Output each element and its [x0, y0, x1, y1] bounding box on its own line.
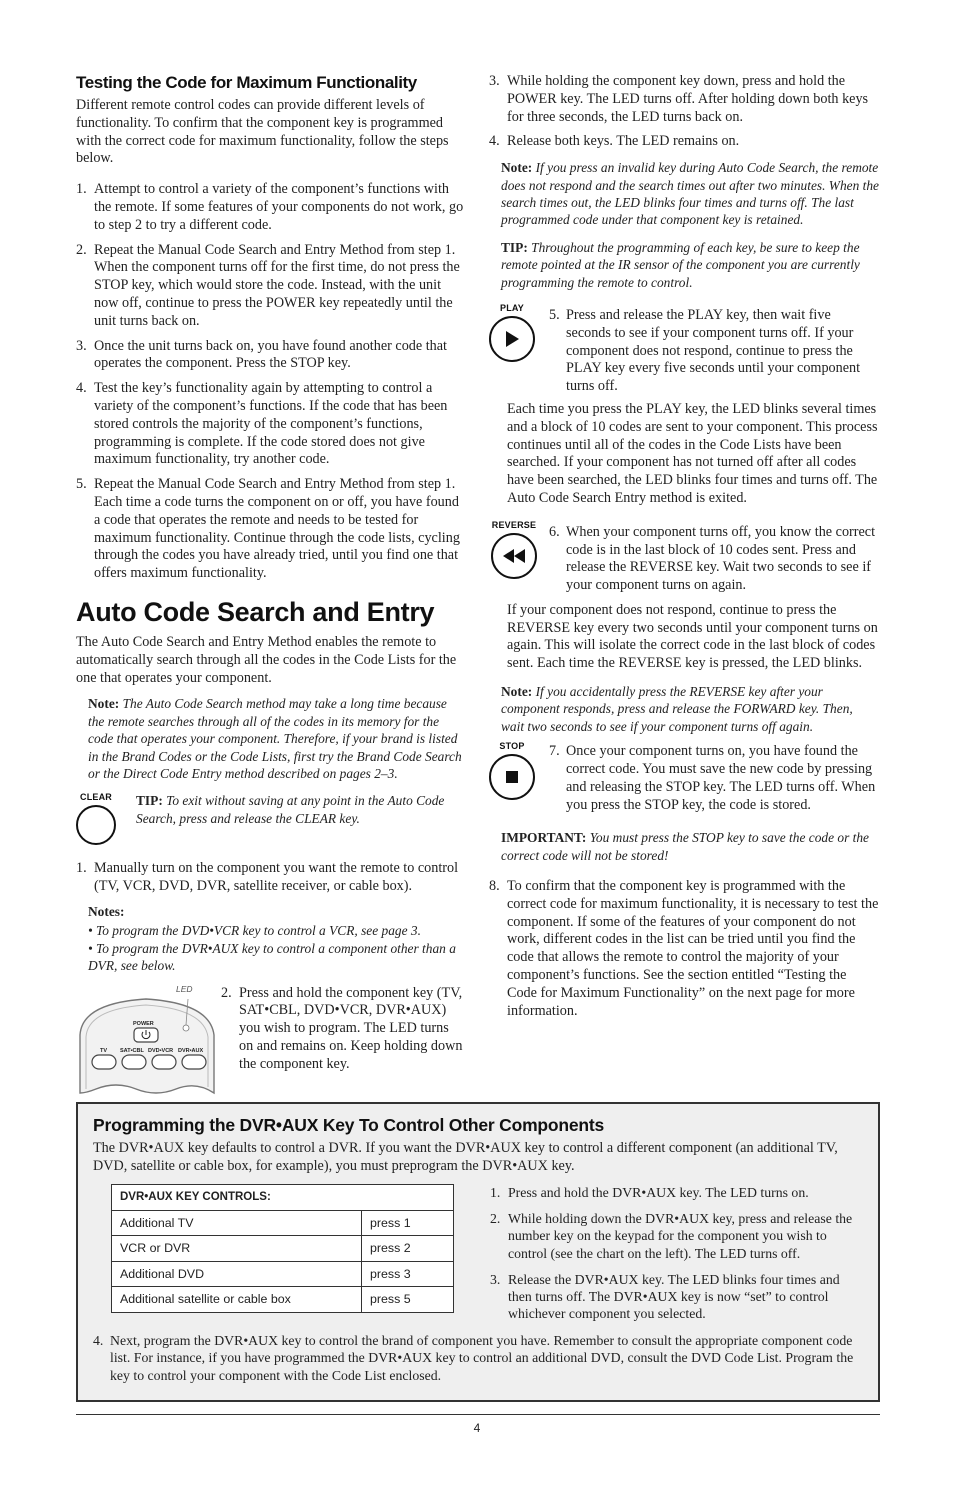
power-label: POWER: [133, 1020, 154, 1027]
box-heading: Programming the DVR•AUX Key To Control Other Components: [93, 1115, 605, 1135]
list-item: 1. Manually turn on the component you want the remote to control (TV, VCR, DVD, DVR, satellite receiver, or cable box).: [76, 860, 459, 895]
testing-heading: Testing the Code for Maximum Functionality: [76, 73, 417, 92]
list-item: 3. Release the DVR•AUX key. The LED blinks four times and then turns off. The DVR•AUX key is now “set” to control whichever component you selected.: [490, 1271, 840, 1322]
auto-step-1: [76, 860, 466, 896]
list-item: 5. Repeat the Manual Code Search and Entry Method from step 1. Each time a code turns the component on or off, you have found a code that operates the remote and needs to be tested for maximum functionality. Continue through the code lists, cycling through the codes you have already tried, until you find one that offers maximum functionality.: [76, 476, 460, 582]
remote-drawing: [76, 985, 218, 1095]
dvr-aux-controls-table: [111, 1184, 454, 1313]
tip-clear-block: [76, 792, 466, 852]
page-number: 4: [473, 1421, 481, 1435]
auto-step-8: [489, 878, 879, 1020]
step-6-block: [489, 519, 879, 596]
stop-key-icon: STOP: [489, 741, 535, 800]
remote-illustration: [76, 985, 218, 1095]
list-item: 4. Test the key’s functionality again by attempting to control a variety of the component’s functions. If the code that has been stored controls the majority of the component’s functions, programming is complete. If the code stored does not give maximum functionality, try another code.: [76, 380, 448, 468]
right-column: [489, 73, 879, 1027]
step-2: 2. Press and hold the component key (TV, SAT•CBL, DVD•VCR, DVR•AUX) you wish to program. The LED turns on and remains on. Keep holding down the component key.: [221, 984, 463, 1072]
list-item: 2. Repeat the Manual Code Search and Entry Method from step 1. When the component turns off for the first time, do not press the STOP key, which would store the code. Instead, with the unit now off, continue to press the POWER key repeatedly until the unit turns back on.: [76, 241, 460, 329]
tv-key-label: TV: [100, 1047, 108, 1054]
notes-block: [88, 903, 466, 975]
list-item: 2. While holding down the DVR•AUX key, press and release the number key on the keypad for the component you wish to control (see the chart on the left). The LED turns off.: [490, 1211, 853, 1261]
list-item: 1. Attempt to control a variety of the component’s functions with the remote. If some features of your components do not work, go to step 2 to try a different code.: [76, 181, 464, 233]
note-auto-search: Note: The Auto Code Search method may take a long time because the remote searches through all of the codes in its memory for the code that operates your component. Therefore, if your brand is listed in the Brand Codes or the Code Lists, first try the Brand Code Search or the Direct Code Entry method described on pages 2–3.: [88, 696, 462, 781]
box-step-4: 4. Next, program the DVR•AUX key to control the brand of component you have. Remember to consult the appropriate component code list. For instance, if you have programmed the DVR•AUX key to control an additional DVD, consult the DVD Code List. Program the key to control your component with the Code List enclosed.: [93, 1333, 854, 1383]
list-item: 3. While holding the component key down, press and hold the POWER key. The LED turns off. After holding down both keys for three seconds, the LED turns back on.: [489, 73, 869, 125]
footer-divider: [76, 1414, 880, 1415]
testing-steps-list: [76, 181, 466, 583]
list-item: 1. Press and hold the DVR•AUX key. The LED turns on.: [490, 1185, 809, 1200]
step-5-block: [489, 303, 879, 395]
note-invalid-key: Note: If you press an invalid key during Auto Code Search, the remote does not respond and the search times out after two minutes. When the search times out, the LED blinks four times and turns off. The last programmed code under that component key is retained.: [501, 160, 879, 228]
box-steps-list: [490, 1184, 865, 1329]
step-5: 5. Press and release the PLAY key, then wait five seconds to see if your component turns off. If your component does not respond, continue to press the PLAY key every five seconds until your component turns off.: [549, 307, 861, 395]
step-6: 6. When your component turns off, you know the correct code is in the last block of 10 codes sent. Press and release the REVERSE key. Wait two seconds to see if your component turns on again.: [549, 523, 876, 594]
auto-steps-3-4: [489, 73, 879, 151]
step-6-para: If your component does not respond, continue to press the REVERSE key every two seconds until your component turns on again. This will isolate the correct code in the last block of codes sent. Each time the REVERSE key is pressed, the LED blinks.: [507, 601, 878, 672]
testing-intro: Different remote control codes can provide different levels of functionality. To confirm that the component key is programmed with the correct code for maximum functionality, follow the steps below.: [76, 97, 449, 167]
table-row: Additional TV press 1: [112, 1210, 454, 1236]
dvd-vcr-key-label: DVD•VCR: [148, 1047, 174, 1054]
list-item: 8. To confirm that the component key is programmed with the correct code for maximum functionality, it is necessary to test the component. If some of the features of your component do not work, different codes in the list can be tried until you find the code that allows the remote to control the majority of your component’s functions. See the section entitled “Testing the Code for Maximum Functionality” on the next page for more information.: [489, 878, 879, 1019]
led-label: LED: [176, 983, 193, 994]
reverse-key-icon: REVERSE: [489, 520, 539, 579]
play-key-icon: PLAY: [489, 303, 535, 362]
list-item: 4. Release both keys. The LED remains on.: [489, 133, 740, 150]
table-row: Additional satellite or cable box press 5: [112, 1287, 454, 1313]
note-item: • To program the DVR•AUX key to control a component other than a DVR, see below.: [88, 940, 456, 974]
notes-label: Notes:: [88, 903, 125, 919]
step-7: 7. Once your component turns on, you have found the correct code. You must save the new code by pressing and releasing the STOP key. The LED turns off. When you press the STOP key, the code is stored.: [549, 743, 876, 813]
step-5-para: Each time you press the PLAY key, the LED blinks several times and a block of 10 codes are sent to your component. This process continues until all of the codes in the Code Lists have been searched. If your component has not turned off after all codes have been searched, the LED blinks four times and turns off. The Auto Code Search Entry method is exited.: [507, 401, 878, 507]
play-icon: [504, 330, 520, 348]
table-row: VCR or DVR press 2: [112, 1236, 454, 1262]
step-7-block: [489, 743, 879, 829]
tip-ir-sensor: TIP: Throughout the programming of each key, be sure to keep the remote pointed at the IR sensor of the component you are currently programming the remote to control.: [501, 239, 860, 290]
stop-icon: [506, 771, 518, 783]
clear-key-icon: CLEAR: [76, 792, 116, 845]
step-2-block: [76, 985, 466, 1095]
auto-intro: The Auto Code Search and Entry Method enables the remote to automatically search through all the codes in the Code Lists for the one that operates your component.: [76, 633, 457, 686]
box-intro: The DVR•AUX key defaults to control a DVR. If you want the DVR•AUX key to control a different component (an additional TV, DVD, satellite or cable box, for example), you must preprogram the DVR•AUX key.: [93, 1140, 838, 1174]
auto-heading: Auto Code Search and Entry: [76, 596, 435, 627]
note-forward-key: Note: If you accidentally press the REVERSE key after your component responds, press and release the FORWARD key. Then, wait two seconds to see if your component turns off again.: [501, 684, 853, 734]
note-item: • To program the DVD•VCR key to control a VCR, see page 3.: [88, 923, 421, 939]
left-column: [76, 73, 466, 1095]
dvr-aux-key-label: DVR•AUX: [178, 1047, 204, 1054]
important-note: IMPORTANT: You must press the STOP key to save the code or the correct code will not be stored!: [501, 830, 869, 863]
table-row: Additional DVD press 3: [112, 1261, 454, 1287]
tip-clear: TIP: To exit without saving at any point in the Auto Code Search, press and release the CLEAR key.: [136, 793, 445, 826]
table-header: DVR•AUX KEY CONTROLS:: [112, 1185, 454, 1211]
dvr-aux-box: [76, 1102, 880, 1402]
list-item: 3. Once the unit turns back on, you have found another code that operates the component. Press the STOP key.: [76, 337, 448, 372]
sat-cbl-key-label: SAT•CBL: [120, 1047, 144, 1054]
rewind-icon: [503, 549, 525, 563]
